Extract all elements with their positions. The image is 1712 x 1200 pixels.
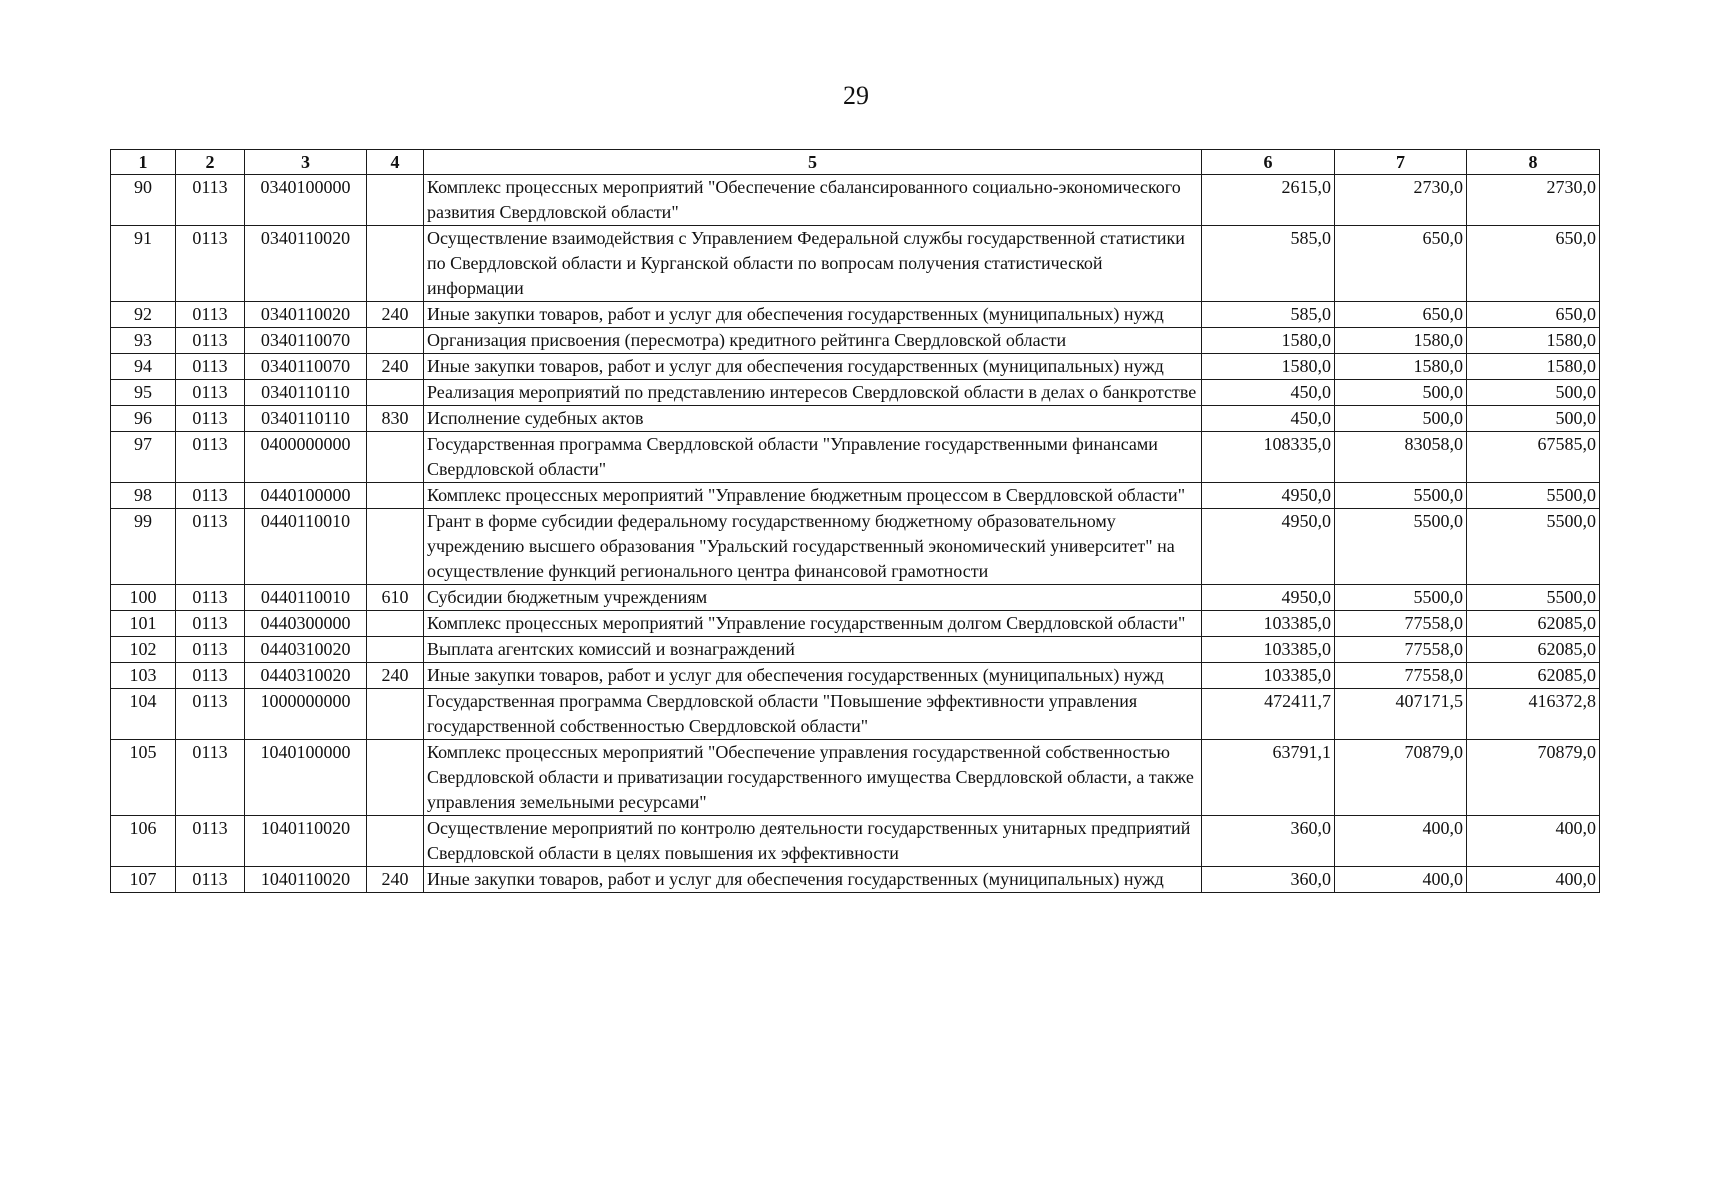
row-number: 100 bbox=[111, 585, 176, 611]
item-name: Исполнение судебных актов bbox=[424, 406, 1202, 432]
amount-col-8: 650,0 bbox=[1467, 226, 1600, 302]
target-article-code: 1040110020 bbox=[245, 816, 367, 867]
amount-col-8: 62085,0 bbox=[1467, 611, 1600, 637]
table-body bbox=[111, 175, 1600, 893]
amount-col-7: 650,0 bbox=[1335, 302, 1467, 328]
amount-col-6: 360,0 bbox=[1202, 867, 1335, 893]
amount-col-6: 360,0 bbox=[1202, 816, 1335, 867]
section-code: 0113 bbox=[176, 328, 245, 354]
row-number: 96 bbox=[111, 406, 176, 432]
amount-col-7: 400,0 bbox=[1335, 867, 1467, 893]
amount-col-7: 5500,0 bbox=[1335, 509, 1467, 585]
table-row bbox=[111, 663, 1600, 689]
amount-col-6: 1580,0 bbox=[1202, 328, 1335, 354]
header-col-2: 2 bbox=[176, 150, 245, 175]
row-number: 101 bbox=[111, 611, 176, 637]
target-article-code: 0340110110 bbox=[245, 380, 367, 406]
target-article-code: 1000000000 bbox=[245, 689, 367, 740]
amount-col-7: 77558,0 bbox=[1335, 611, 1467, 637]
table-row bbox=[111, 816, 1600, 867]
header-col-5: 5 bbox=[424, 150, 1202, 175]
item-name: Комплекс процессных мероприятий "Управление государственным долгом Свердловской области" bbox=[424, 611, 1202, 637]
row-number: 99 bbox=[111, 509, 176, 585]
item-name: Осуществление взаимодействия с Управлением Федеральной службы государственной статистики по Свердловской области и Курганской области по вопросам получения статистической информации bbox=[424, 226, 1202, 302]
amount-col-7: 400,0 bbox=[1335, 816, 1467, 867]
target-article-code: 0440100000 bbox=[245, 483, 367, 509]
target-article-code: 0440110010 bbox=[245, 585, 367, 611]
amount-col-8: 500,0 bbox=[1467, 380, 1600, 406]
section-code: 0113 bbox=[176, 637, 245, 663]
expense-type-code bbox=[367, 611, 424, 637]
section-code: 0113 bbox=[176, 867, 245, 893]
row-number: 106 bbox=[111, 816, 176, 867]
expense-type-code bbox=[367, 226, 424, 302]
amount-col-6: 103385,0 bbox=[1202, 611, 1335, 637]
amount-col-6: 450,0 bbox=[1202, 406, 1335, 432]
section-code: 0113 bbox=[176, 611, 245, 637]
page-number: 29 bbox=[843, 81, 869, 110]
amount-col-8: 650,0 bbox=[1467, 302, 1600, 328]
item-name: Организация присвоения (пересмотра) кредитного рейтинга Свердловской области bbox=[424, 328, 1202, 354]
expense-type-code: 240 bbox=[367, 354, 424, 380]
header-col-7: 7 bbox=[1335, 150, 1467, 175]
row-number: 94 bbox=[111, 354, 176, 380]
section-code: 0113 bbox=[176, 689, 245, 740]
amount-col-6: 1580,0 bbox=[1202, 354, 1335, 380]
section-code: 0113 bbox=[176, 483, 245, 509]
amount-col-8: 400,0 bbox=[1467, 867, 1600, 893]
row-number: 104 bbox=[111, 689, 176, 740]
amount-col-6: 585,0 bbox=[1202, 226, 1335, 302]
amount-col-7: 500,0 bbox=[1335, 380, 1467, 406]
expense-type-code: 830 bbox=[367, 406, 424, 432]
item-name: Комплекс процессных мероприятий "Управление бюджетным процессом в Свердловской области" bbox=[424, 483, 1202, 509]
item-name: Комплекс процессных мероприятий "Обеспечение управления государственной собственностью Свердловской области и приватизации государственного имущества Свердловской области, а также управления земельными ресурсами" bbox=[424, 740, 1202, 816]
item-name: Комплекс процессных мероприятий "Обеспечение сбалансированного социально-экономического развития Свердловской области" bbox=[424, 175, 1202, 226]
amount-col-7: 77558,0 bbox=[1335, 663, 1467, 689]
row-number: 95 bbox=[111, 380, 176, 406]
item-name: Государственная программа Свердловской области "Повышение эффективности управления государственной собственностью Свердловской области" bbox=[424, 689, 1202, 740]
target-article-code: 1040110020 bbox=[245, 867, 367, 893]
row-number: 107 bbox=[111, 867, 176, 893]
table-row bbox=[111, 406, 1600, 432]
target-article-code: 0440310020 bbox=[245, 663, 367, 689]
amount-col-7: 1580,0 bbox=[1335, 354, 1467, 380]
amount-col-8: 62085,0 bbox=[1467, 637, 1600, 663]
expense-type-code bbox=[367, 328, 424, 354]
amount-col-7: 70879,0 bbox=[1335, 740, 1467, 816]
table-row bbox=[111, 867, 1600, 893]
row-number: 98 bbox=[111, 483, 176, 509]
amount-col-7: 83058,0 bbox=[1335, 432, 1467, 483]
section-code: 0113 bbox=[176, 226, 245, 302]
table-row bbox=[111, 689, 1600, 740]
row-number: 97 bbox=[111, 432, 176, 483]
table-row bbox=[111, 302, 1600, 328]
amount-col-6: 103385,0 bbox=[1202, 663, 1335, 689]
target-article-code: 0340110070 bbox=[245, 328, 367, 354]
row-number: 92 bbox=[111, 302, 176, 328]
row-number: 93 bbox=[111, 328, 176, 354]
row-number: 103 bbox=[111, 663, 176, 689]
amount-col-6: 108335,0 bbox=[1202, 432, 1335, 483]
amount-col-7: 650,0 bbox=[1335, 226, 1467, 302]
amount-col-8: 5500,0 bbox=[1467, 509, 1600, 585]
target-article-code: 0340110020 bbox=[245, 302, 367, 328]
section-code: 0113 bbox=[176, 816, 245, 867]
amount-col-7: 407171,5 bbox=[1335, 689, 1467, 740]
amount-col-6: 103385,0 bbox=[1202, 637, 1335, 663]
item-name: Реализация мероприятий по представлению интересов Свердловской области в делах о банкротстве bbox=[424, 380, 1202, 406]
item-name: Иные закупки товаров, работ и услуг для обеспечения государственных (муниципальных) нужд bbox=[424, 867, 1202, 893]
expense-type-code bbox=[367, 637, 424, 663]
item-name: Государственная программа Свердловской области "Управление государственными финансами Свердловской области" bbox=[424, 432, 1202, 483]
expense-type-code: 240 bbox=[367, 867, 424, 893]
amount-col-8: 70879,0 bbox=[1467, 740, 1600, 816]
item-name: Выплата агентских комиссий и вознаграждений bbox=[424, 637, 1202, 663]
target-article-code: 0340110020 bbox=[245, 226, 367, 302]
item-name: Иные закупки товаров, работ и услуг для обеспечения государственных (муниципальных) нужд bbox=[424, 663, 1202, 689]
amount-col-6: 4950,0 bbox=[1202, 585, 1335, 611]
expense-type-code bbox=[367, 483, 424, 509]
amount-col-8: 1580,0 bbox=[1467, 328, 1600, 354]
amount-col-8: 5500,0 bbox=[1467, 585, 1600, 611]
section-code: 0113 bbox=[176, 354, 245, 380]
target-article-code: 0440110010 bbox=[245, 509, 367, 585]
amount-col-7: 2730,0 bbox=[1335, 175, 1467, 226]
target-article-code: 0440300000 bbox=[245, 611, 367, 637]
amount-col-7: 500,0 bbox=[1335, 406, 1467, 432]
expense-type-code bbox=[367, 432, 424, 483]
amount-col-8: 500,0 bbox=[1467, 406, 1600, 432]
section-code: 0113 bbox=[176, 585, 245, 611]
amount-col-7: 5500,0 bbox=[1335, 585, 1467, 611]
header-col-3: 3 bbox=[245, 150, 367, 175]
header-col-8: 8 bbox=[1467, 150, 1600, 175]
amount-col-6: 4950,0 bbox=[1202, 509, 1335, 585]
row-number: 90 bbox=[111, 175, 176, 226]
item-name: Иные закупки товаров, работ и услуг для обеспечения государственных (муниципальных) нужд bbox=[424, 354, 1202, 380]
expense-type-code: 610 bbox=[367, 585, 424, 611]
row-number: 91 bbox=[111, 226, 176, 302]
amount-col-8: 400,0 bbox=[1467, 816, 1600, 867]
expense-type-code bbox=[367, 175, 424, 226]
item-name: Иные закупки товаров, работ и услуг для обеспечения государственных (муниципальных) нужд bbox=[424, 302, 1202, 328]
table-row bbox=[111, 611, 1600, 637]
amount-col-6: 472411,7 bbox=[1202, 689, 1335, 740]
header-col-4: 4 bbox=[367, 150, 424, 175]
header-col-6: 6 bbox=[1202, 150, 1335, 175]
section-code: 0113 bbox=[176, 509, 245, 585]
item-name: Субсидии бюджетным учреждениям bbox=[424, 585, 1202, 611]
expense-type-code: 240 bbox=[367, 302, 424, 328]
row-number: 105 bbox=[111, 740, 176, 816]
expense-type-code: 240 bbox=[367, 663, 424, 689]
amount-col-8: 67585,0 bbox=[1467, 432, 1600, 483]
expense-type-code bbox=[367, 740, 424, 816]
table-row bbox=[111, 585, 1600, 611]
item-name: Грант в форме субсидии федеральному государственному бюджетному образовательному учреждению высшего образования "Уральский государственный экономический университет" на осуществление функций регионального центра финансовой грамотности bbox=[424, 509, 1202, 585]
section-code: 0113 bbox=[176, 175, 245, 226]
table-row bbox=[111, 509, 1600, 585]
amount-col-7: 1580,0 bbox=[1335, 328, 1467, 354]
table-row bbox=[111, 637, 1600, 663]
table-row bbox=[111, 175, 1600, 226]
table-row bbox=[111, 432, 1600, 483]
amount-col-6: 585,0 bbox=[1202, 302, 1335, 328]
section-code: 0113 bbox=[176, 406, 245, 432]
header-col-1: 1 bbox=[111, 150, 176, 175]
header-row bbox=[111, 150, 1600, 175]
section-code: 0113 bbox=[176, 432, 245, 483]
amount-col-6: 63791,1 bbox=[1202, 740, 1335, 816]
budget-table bbox=[110, 149, 1600, 893]
section-code: 0113 bbox=[176, 663, 245, 689]
target-article-code: 0400000000 bbox=[245, 432, 367, 483]
expense-type-code bbox=[367, 689, 424, 740]
amount-col-6: 450,0 bbox=[1202, 380, 1335, 406]
amount-col-6: 4950,0 bbox=[1202, 483, 1335, 509]
amount-col-8: 62085,0 bbox=[1467, 663, 1600, 689]
expense-type-code bbox=[367, 816, 424, 867]
target-article-code: 0340110070 bbox=[245, 354, 367, 380]
table-row bbox=[111, 226, 1600, 302]
amount-col-6: 2615,0 bbox=[1202, 175, 1335, 226]
amount-col-8: 416372,8 bbox=[1467, 689, 1600, 740]
section-code: 0113 bbox=[176, 302, 245, 328]
section-code: 0113 bbox=[176, 380, 245, 406]
table-row bbox=[111, 328, 1600, 354]
amount-col-8: 1580,0 bbox=[1467, 354, 1600, 380]
expense-type-code bbox=[367, 509, 424, 585]
amount-col-7: 77558,0 bbox=[1335, 637, 1467, 663]
table-header bbox=[111, 150, 1600, 175]
row-number: 102 bbox=[111, 637, 176, 663]
table-row bbox=[111, 354, 1600, 380]
amount-col-8: 5500,0 bbox=[1467, 483, 1600, 509]
table-row bbox=[111, 380, 1600, 406]
amount-col-8: 2730,0 bbox=[1467, 175, 1600, 226]
target-article-code: 1040100000 bbox=[245, 740, 367, 816]
target-article-code: 0440310020 bbox=[245, 637, 367, 663]
item-name: Осуществление мероприятий по контролю деятельности государственных унитарных предприятий Свердловской области в целях повышения их эффективности bbox=[424, 816, 1202, 867]
amount-col-7: 5500,0 bbox=[1335, 483, 1467, 509]
expense-type-code bbox=[367, 380, 424, 406]
table-row bbox=[111, 740, 1600, 816]
table-row bbox=[111, 483, 1600, 509]
section-code: 0113 bbox=[176, 740, 245, 816]
target-article-code: 0340100000 bbox=[245, 175, 367, 226]
target-article-code: 0340110110 bbox=[245, 406, 367, 432]
